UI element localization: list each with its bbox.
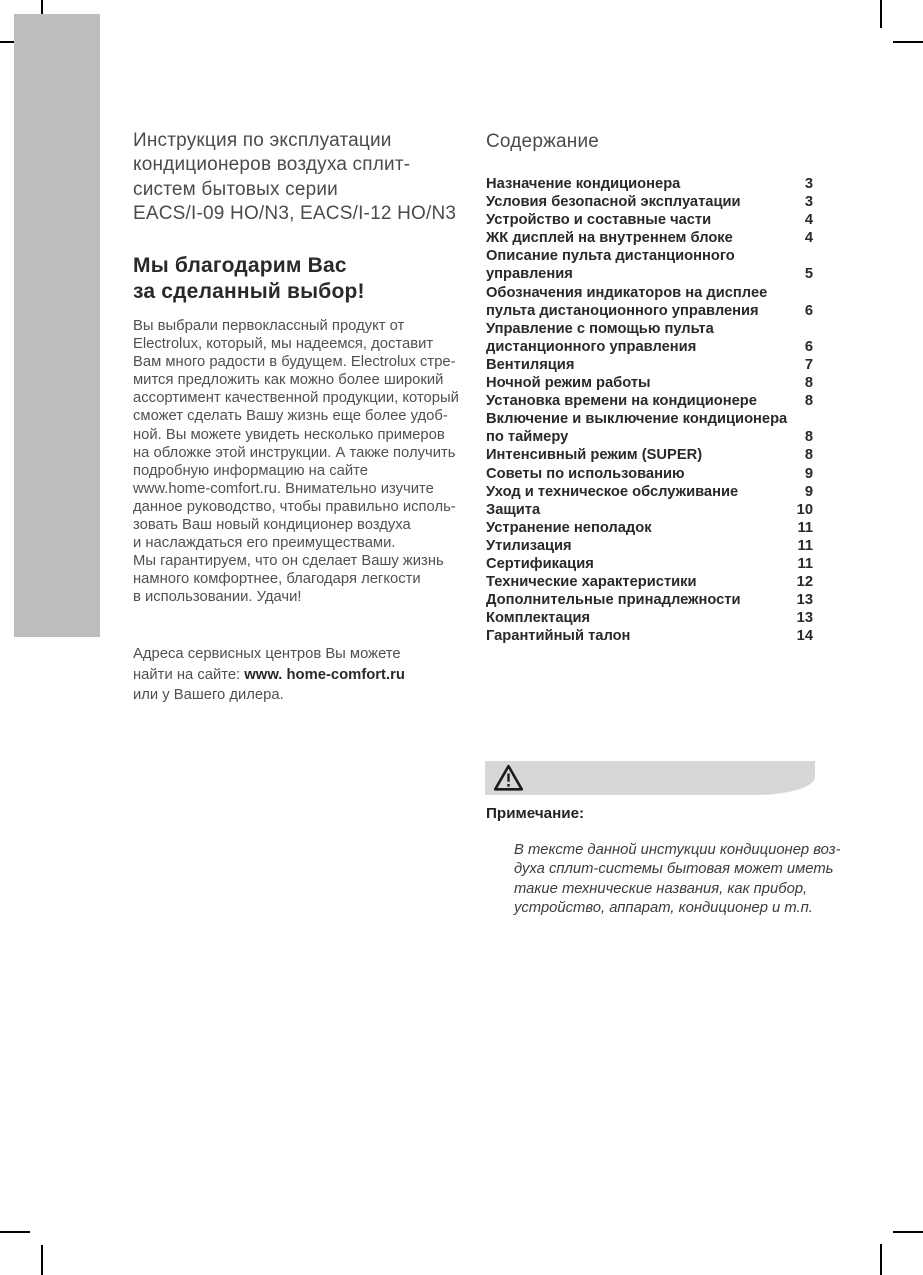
toc-entry-label: Назначение кондиционера bbox=[486, 176, 681, 192]
toc-entry-label: Уход и техническое обслуживание bbox=[486, 483, 739, 500]
toc-row bbox=[486, 374, 813, 392]
text-line: систем бытовых серии bbox=[133, 178, 338, 200]
intro-paragraph bbox=[133, 317, 459, 607]
text-line: устройство, аппарат, кондиционер и т.п. bbox=[514, 899, 813, 916]
toc-page-number: 4 bbox=[804, 212, 813, 229]
text-line: на обложке этой инструкции. А также получить bbox=[133, 444, 456, 461]
text-line: данное руководство, чтобы правильно исполь- bbox=[133, 498, 456, 515]
toc-row bbox=[486, 410, 813, 428]
toc-page-number: 8 bbox=[804, 393, 813, 410]
toc-page-number: 4 bbox=[804, 230, 813, 247]
toc-page-number: 11 bbox=[797, 537, 813, 554]
toc-row bbox=[486, 229, 813, 247]
toc-row bbox=[486, 211, 813, 229]
toc-entry-label: Устранение неполадок bbox=[486, 519, 652, 536]
text-line: кондиционеров воздуха сплит- bbox=[133, 154, 411, 176]
toc-page-number: 11 bbox=[797, 519, 813, 536]
warning-triangle-icon bbox=[493, 764, 524, 792]
text-line: Инструкция по эксплуатации bbox=[133, 130, 392, 151]
toc-entry-label: Утилизация bbox=[486, 537, 572, 554]
address-line-1: Адреса сервисных центров Вы можете bbox=[133, 646, 401, 662]
toc-page-number: 8 bbox=[804, 429, 813, 446]
text-line: Мы гарантируем, что он сделает Вашу жизнь bbox=[133, 553, 444, 570]
text-line: EACS/I-09 HO/N3, EACS/I-12 HO/N3 bbox=[133, 202, 457, 224]
toc-page-number: 8 bbox=[804, 447, 813, 464]
crop-mark-top-right-horizontal bbox=[893, 41, 923, 43]
toc-page-number: 12 bbox=[796, 574, 813, 591]
text-line: Вам много радости в будущем. Electrolux стре- bbox=[133, 354, 456, 371]
toc-page-number: 7 bbox=[804, 356, 813, 373]
toc-page-number: 9 bbox=[804, 465, 813, 482]
crop-mark-bottom-left-horizontal bbox=[0, 1231, 30, 1233]
toc-row bbox=[486, 573, 813, 591]
text-line: намного комфортнее, благодаря легкости bbox=[133, 571, 421, 588]
toc-entry-label: Вентиляция bbox=[486, 356, 575, 373]
crop-mark-bottom-right-vertical bbox=[880, 1244, 882, 1275]
text-line: В тексте данной инстукции кондиционер воз- bbox=[514, 842, 841, 858]
toc-row bbox=[486, 519, 813, 537]
toc-entry-label: Комплектация bbox=[486, 610, 591, 627]
toc-page-number: 8 bbox=[804, 375, 813, 392]
address-line-2: найти на сайте: www. home-comfort.ru bbox=[133, 666, 405, 683]
toc-page-number: 3 bbox=[804, 194, 813, 211]
toc-entry-label: Сертификация bbox=[486, 555, 594, 572]
text-line: www.home-comfort.ru. Внимательно изучите bbox=[133, 480, 434, 497]
toc-entry-label: Советы по использованию bbox=[486, 465, 685, 482]
toc-entry-label: Интенсивный режим (SUPER) bbox=[486, 447, 703, 464]
toc-row bbox=[486, 247, 813, 265]
toc-row bbox=[486, 175, 813, 193]
address-line-3: или у Вашего дилера. bbox=[133, 687, 284, 703]
toc-row bbox=[486, 320, 813, 338]
text-line: духа сплит-системы бытовая может иметь bbox=[514, 861, 834, 878]
toc-entry-label: Технические характеристики bbox=[486, 574, 697, 591]
toc-entry-label: Описание пульта дистанционного bbox=[486, 248, 735, 265]
text-line: Мы благодарим Вас bbox=[133, 254, 347, 277]
toc-row bbox=[486, 537, 813, 555]
document-title bbox=[133, 129, 456, 226]
text-line: зовать Ваш новый кондиционер воздуха bbox=[133, 517, 411, 534]
text-line: ной. Вы можете увидеть несколько примеров bbox=[133, 426, 445, 443]
toc-row bbox=[486, 265, 813, 283]
toc-entry-label: по таймеру bbox=[486, 429, 569, 446]
toc-row bbox=[486, 193, 813, 211]
note-label: Примечание: bbox=[486, 805, 585, 822]
toc-row bbox=[486, 392, 813, 410]
toc-title: Содержание bbox=[486, 131, 600, 152]
toc-entry-label: Ночной режим работы bbox=[486, 375, 651, 392]
text-line: сможет сделать Вашу жизнь еще более удоб- bbox=[133, 408, 448, 425]
toc-row bbox=[486, 338, 813, 356]
crop-mark-bottom-left-vertical bbox=[41, 1245, 43, 1275]
toc-entry-label: Дополнительные принадлежности bbox=[486, 592, 741, 609]
text-line: Electrolux, который, мы надеемся, доставит bbox=[133, 336, 434, 353]
toc-row bbox=[486, 284, 813, 302]
toc-row bbox=[486, 609, 813, 627]
toc-page-number: 10 bbox=[796, 501, 813, 518]
toc-row bbox=[486, 465, 813, 483]
toc-entry-label: ЖК дисплей на внутреннем блоке bbox=[486, 230, 733, 247]
text-line: в использовании. Удачи! bbox=[133, 589, 302, 606]
toc-entry-label: Включение и выключение кондиционера bbox=[486, 411, 788, 428]
toc-entry-label: Гарантийный талон bbox=[486, 628, 631, 645]
text-line: ассортимент качественной продукции, который bbox=[133, 390, 459, 407]
toc-entry-label: Управление с помощью пульта bbox=[486, 320, 714, 337]
toc-entry-label: Устройство и составные части bbox=[486, 212, 712, 229]
toc-row bbox=[486, 356, 813, 374]
thank-you-heading bbox=[133, 253, 365, 305]
toc-entry-label: Условия безопасной эксплуатации bbox=[486, 194, 741, 211]
toc-page-number: 6 bbox=[804, 302, 813, 319]
toc-page-number: 14 bbox=[796, 628, 813, 645]
toc-entry-label: Установка времени на кондиционере bbox=[486, 393, 757, 410]
toc-entry-label: Защита bbox=[486, 501, 541, 518]
toc-entry-label: управления bbox=[486, 266, 573, 283]
crop-mark-top-right-vertical bbox=[880, 0, 882, 28]
website-url: www. home-comfort.ru bbox=[244, 666, 405, 683]
toc-row bbox=[486, 446, 813, 464]
toc-page-number: 11 bbox=[797, 555, 813, 572]
toc-page-number: 5 bbox=[804, 266, 813, 283]
toc-page-number: 13 bbox=[796, 610, 813, 627]
text-line: и наслаждаться его преимуществами. bbox=[133, 535, 396, 552]
note-banner bbox=[485, 761, 815, 795]
toc-entry-label: Обозначения индикаторов на дисплее bbox=[486, 284, 768, 301]
text-line: за сделанный выбор! bbox=[133, 280, 365, 303]
text-line: такие технические названия, как прибор, bbox=[514, 880, 808, 897]
sidebar-gray-bar bbox=[14, 14, 100, 637]
toc-row bbox=[486, 555, 813, 573]
toc-page-number: 6 bbox=[804, 338, 813, 355]
text-line: Вы выбрали первоклассный продукт от bbox=[133, 318, 405, 334]
crop-mark-bottom-right-horizontal bbox=[893, 1231, 923, 1233]
toc-page-number: 9 bbox=[804, 483, 813, 500]
toc-row bbox=[486, 483, 813, 501]
toc-entry-label: дистанционного управления bbox=[486, 338, 697, 355]
toc-row bbox=[486, 627, 813, 645]
toc-page-number: 13 bbox=[796, 592, 813, 609]
text-line: мится предложить как можно более широкий bbox=[133, 372, 444, 389]
toc-row bbox=[486, 591, 813, 609]
service-address-paragraph bbox=[133, 644, 405, 706]
toc-row bbox=[486, 501, 813, 519]
toc-entry-label: пульта дистаноционного управления bbox=[486, 302, 759, 319]
toc-list bbox=[486, 175, 813, 645]
toc-row bbox=[486, 428, 813, 446]
toc-row bbox=[486, 302, 813, 320]
note-paragraph bbox=[514, 841, 841, 918]
toc-page-number: 3 bbox=[804, 176, 813, 192]
text-line: подробную информацию на сайте bbox=[133, 462, 368, 479]
